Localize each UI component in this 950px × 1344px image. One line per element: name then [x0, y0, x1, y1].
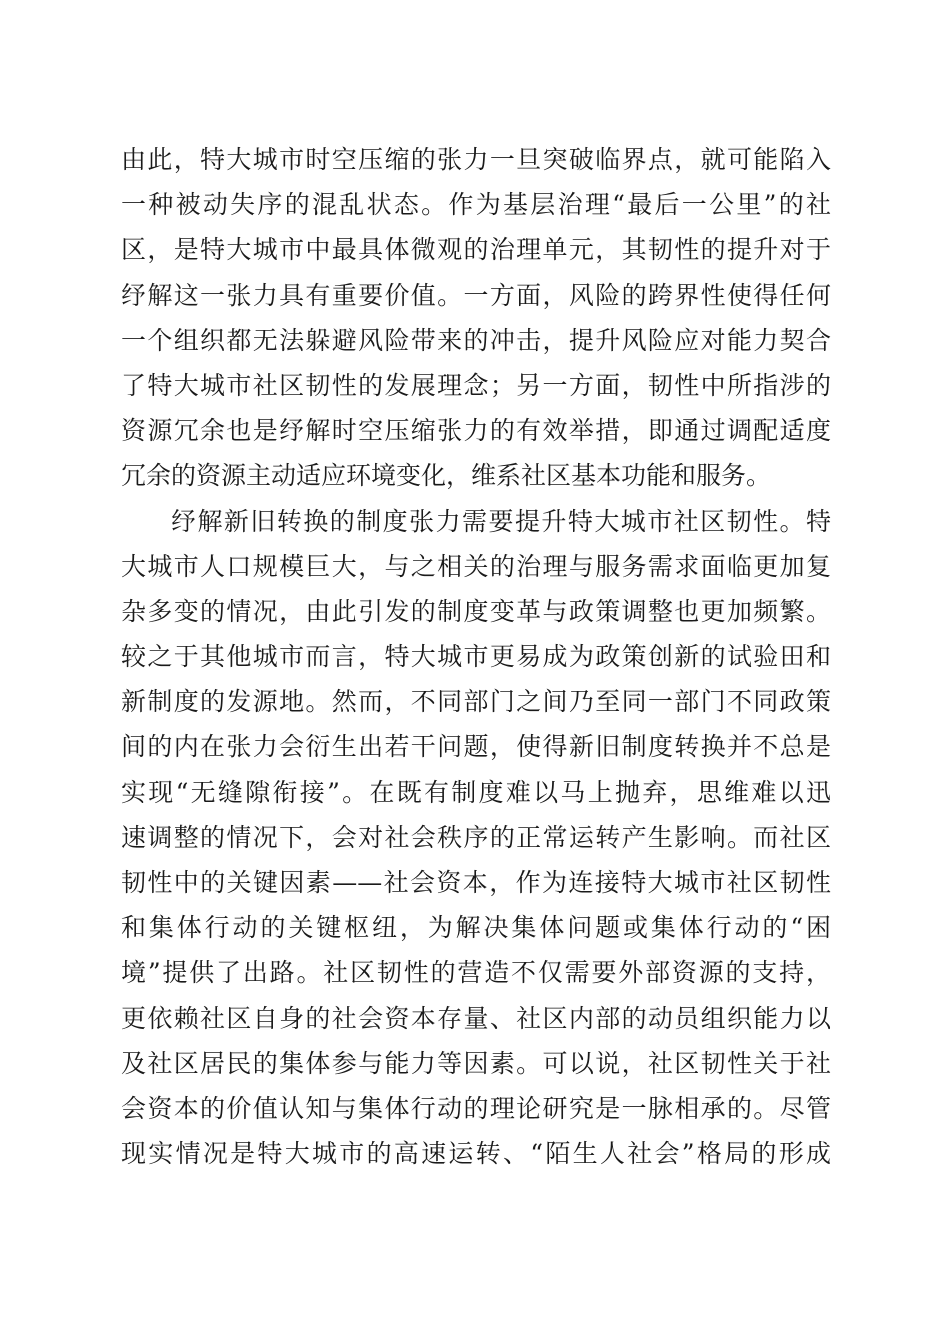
- text-line: 速调整的情况下，会对社会秩序的正常运转产生影响。而社区: [121, 822, 831, 852]
- text-line: 区，是特大城市中最具体微观的治理单元，其韧性的提升对于: [121, 235, 831, 265]
- text-line: 境”提供了出路。社区韧性的营造不仅需要外部资源的支持，: [121, 958, 831, 988]
- text-line: 冗余的资源主动适应环境变化，维系社区基本功能和服务。: [121, 461, 772, 491]
- text-line: 一个组织都无法躲避风险带来的冲击，提升风险应对能力契合: [121, 325, 831, 355]
- body-text: [121, 137, 831, 1176]
- text-line: 新制度的发源地。然而，不同部门之间乃至同一部门不同政策: [121, 687, 831, 717]
- text-line: 资源冗余也是纾解时空压缩张力的有效举措，即通过调配适度: [121, 416, 831, 446]
- text-line: 大城市人口规模巨大，与之相关的治理与服务需求面临更加复: [121, 551, 831, 581]
- text-line: 及社区居民的集体参与能力等因素。可以说，社区韧性关于社: [121, 1048, 831, 1078]
- text-line: 杂多变的情况，由此引发的制度变革与政策调整也更加频繁。: [121, 596, 831, 626]
- text-line: 了特大城市社区韧性的发展理念；另一方面，韧性中所指涉的: [121, 370, 831, 400]
- text-line: 较之于其他城市而言，特大城市更易成为政策创新的试验田和: [121, 642, 831, 672]
- text-line: 韧性中的关键因素——社会资本，作为连接特大城市社区韧性: [121, 868, 831, 897]
- text-line: 现实情况是特大城市的高速运转、“陌生人社会”格局的形成: [121, 1139, 831, 1169]
- text-line: 实现“无缝隙衔接”。在既有制度难以马上抛弃，思维难以迅: [121, 777, 831, 807]
- text-line: 纾解这一张力具有重要价值。一方面，风险的跨界性使得任何: [121, 280, 831, 310]
- text-line: 一种被动失序的混乱状态。作为基层治理“最后一公里”的社: [121, 190, 831, 220]
- text-line: 由此，特大城市时空压缩的张力一旦突破临界点，就可能陷入: [121, 145, 831, 174]
- text-line: 更依赖社区自身的社会资本存量、社区内部的动员组织能力以: [121, 1003, 831, 1033]
- text-line: 间的内在张力会衍生出若干问题，使得新旧制度转换并不总是: [121, 732, 831, 762]
- text-line: 会资本的价值认知与集体行动的理论研究是一脉相承的。尽管: [121, 1093, 831, 1123]
- paragraph-first-line: 纾解新旧转换的制度张力需要提升特大城市社区韧性。特: [171, 506, 831, 536]
- text-line: 和集体行动的关键枢纽，为解决集体问题或集体行动的“困: [121, 913, 831, 943]
